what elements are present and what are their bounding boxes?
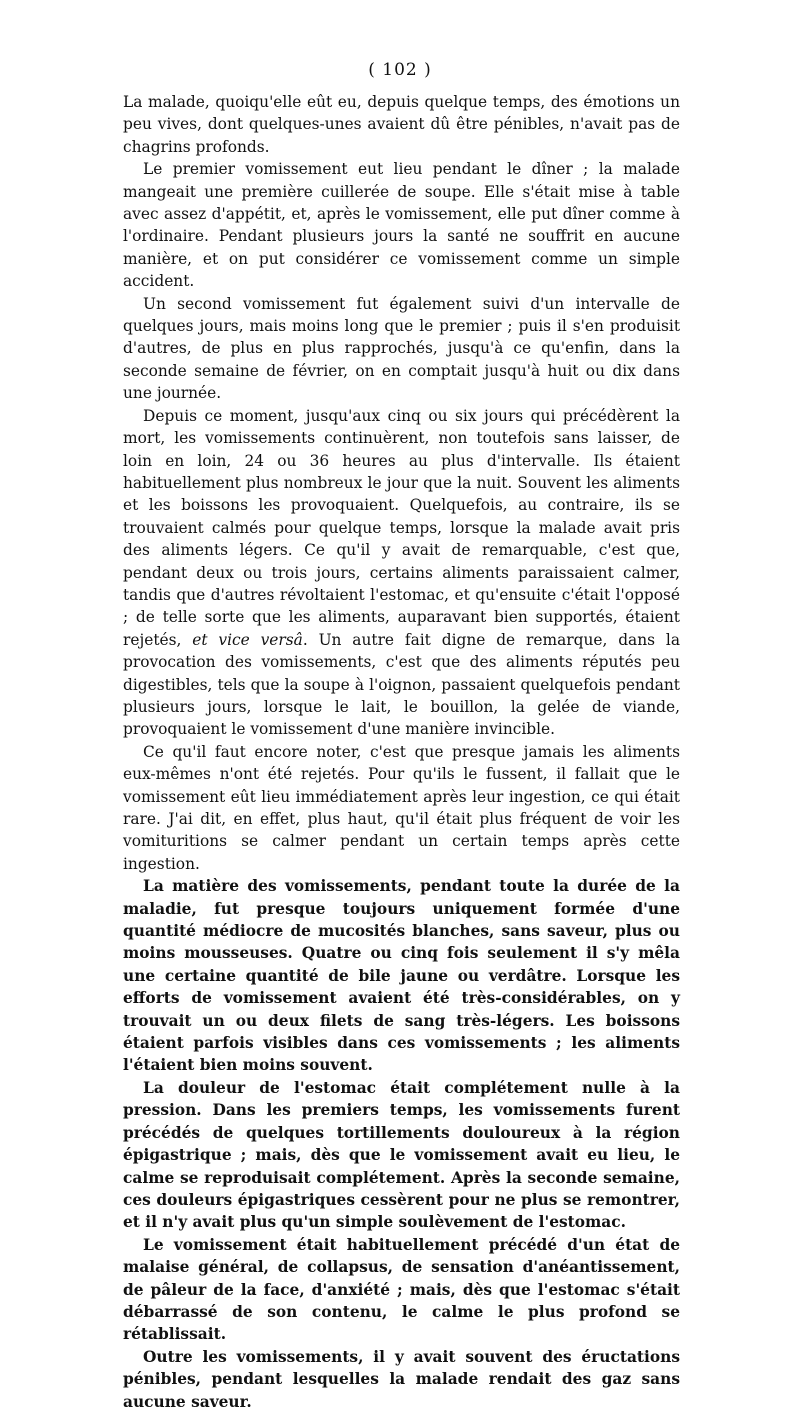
paragraph-text-before: Depuis ce moment, jusqu'aux cinq ou six jours qui précédèrent la mort, les vomissements continuèrent, non toutefois sans laisser, de loin en loin, 24 ou 36 heures au plus d'intervalle. Ils étaient habituellement plus nombreux le jour que la nuit. Souvent les aliments et les boissons les provoquaient. Quelquefois, au contraire, ils se trouvaient calmés pour quelque temps, lorsque la malade avait pris des aliments légers. Ce qu'il y avait de remarquable, c'est que, pendant deux ou trois jours, certains aliments paraissaient calmer, tandis que d'autres révoltaient l'estomac, et qu'ensuite c'était l'opposé ; de telle sorte que les aliments, auparavant bien supportés, étaient rejetés,	[123, 406, 680, 649]
paragraph-first-vomiting: Le premier vomissement eut lieu pendant le dîner ; la malade mangeait une première cuillerée de soupe. Elle s'était mise à table avec assez d'appétit, et, après le vomissement, elle put dîner comme à l'ordinaire. Pendant plusieurs jours la santé ne souffrit en aucune manière, et on put considérer ce vomissement comme un simple accident.	[123, 160, 680, 291]
italic-phrase: et vice versâ	[192, 630, 303, 649]
text-body	[123, 91, 680, 1413]
paragraph-text-after: . Un autre fait digne de remarque, dans la provocation des vomissements, c'est que des aliments réputés peu digestibles, tels que la soupe à l'oignon, passaient quelquefois pendant plusieurs jours, lorsque le lait, le bouillon, la gelée de viande, provoquaient le vomissement d'une manière invincible.	[123, 630, 680, 739]
paragraph-second-vomiting: Un second vomissement fut également suivi d'un intervalle de quelques jours, mais moins long que le premier ; puis il s'en produisit d'autres, de plus en plus rapprochés, jusqu'à ce qu'enfin, dans la seconde semaine de février, on en comptait jusqu'à huit ou dix dans une journée.	[123, 294, 680, 403]
page-number: ( 102 )	[368, 60, 432, 80]
paragraph-stomach-pain: La douleur de l'estomac était complétement nulle à la pression. Dans les premiers temps, les vomissements furent précédés de quelques tortillements douloureux à la région épigastrique ; mais, dès que le vomissement avait eu lieu, le calme se reproduisait complétement. Après la seconde semaine, ces douleurs épigastriques cessèrent pour ne plus se remontrer, et il n'y avait plus qu'un simple soulèvement de l'estomac.	[123, 1078, 680, 1232]
paragraph-continuing-vomiting	[123, 405, 680, 741]
paragraph-vomit-matter: La matière des vomissements, pendant toute la durée de la maladie, fut presque toujours uniquement formée d'une quantité médiocre de mucosités blanches, sans saveur, plus ou moins mousseuses. Quatre ou cinq fois seulement il s'y mêla une certaine quantité de bile jaune ou verdâtre. Lorsque les efforts de vomissement avaient été très-considérables, on y trouvait un ou deux filets de sang très-légers. Les boissons étaient parfois visibles dans ces vomissements ; les aliments l'étaient bien moins souvent.	[123, 877, 680, 1075]
paragraph-eructations: Outre les vomissements, il y avait souvent des éructations pénibles, pendant lesquelles la malade rendait des gaz sans aucune saveur.	[123, 1347, 680, 1411]
paragraph-foods-not-rejected: Ce qu'il faut encore noter, c'est que presque jamais les aliments eux-mêmes n'ont été rejetés. Pour qu'ils le fussent, il fallait que le vomissement eût lieu immédiatement après leur ingestion, ce qui était rare. J'ai dit, en effet, plus haut, qu'il était plus fréquent de voir les vomituritions se calmer pendant un certain temps après cette ingestion.	[123, 742, 680, 873]
paragraph-continued: La malade, quoiqu'elle eût eu, depuis quelque temps, des émotions un peu vives, dont quelques-unes avaient dû être pénibles, n'avait pas de chagrins profonds.	[123, 93, 680, 156]
paragraph-malaise: Le vomissement était habituellement précédé d'un état de malaise général, de collapsus, de sensation d'anéantissement, de pâleur de la face, d'anxiété ; mais, dès que l'estomac s'était débarrassé de son contenu, le calme le plus profond se rétablissait.	[123, 1235, 680, 1344]
